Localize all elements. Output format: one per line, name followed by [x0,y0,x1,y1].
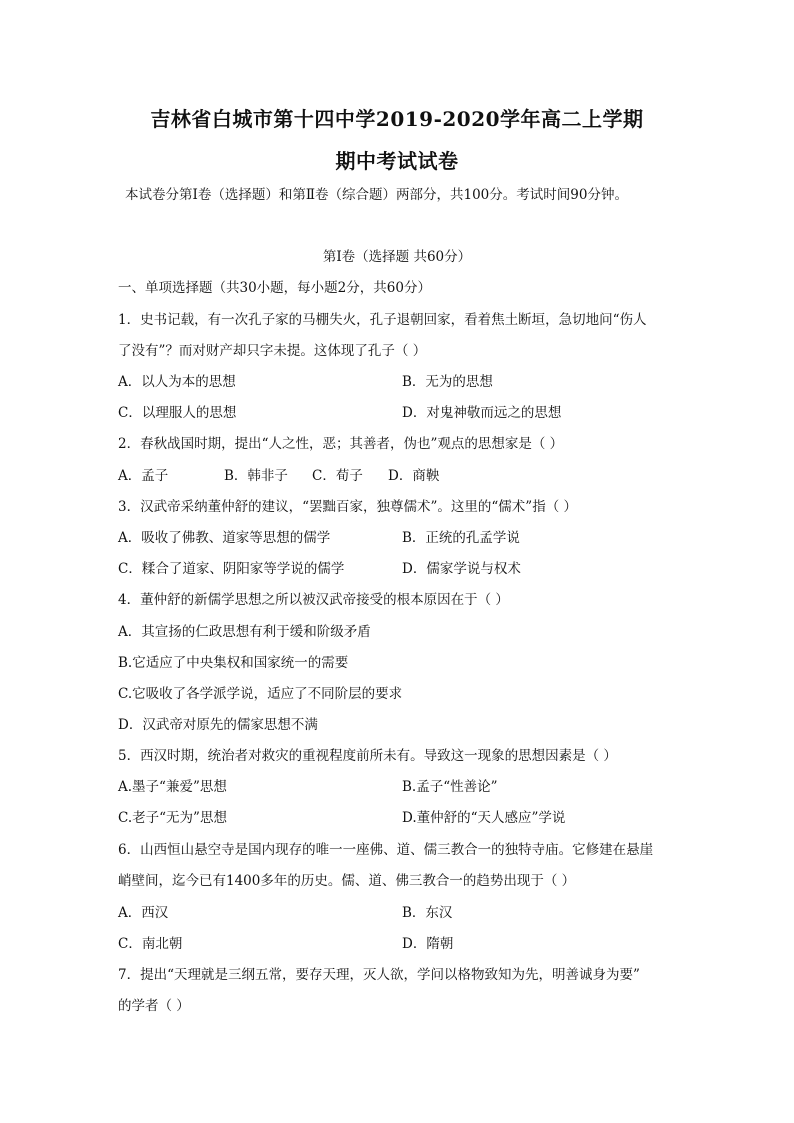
question-4-option-d: D．汉武帝对原先的儒家思想不满 [118,717,318,733]
question-3-stem: 3．汉武帝采纳董仲舒的建议，“罢黜百家，独尊儒术”。这里的“儒术”指（ ） [118,499,577,515]
question-6-option-b: B．东汉 [402,905,453,921]
question-1-stem-line2: 了没有”？而对财产却只字未提。这体现了孔子（ ） [118,343,427,359]
exam-intro: 本试卷分第Ⅰ卷（选择题）和第Ⅱ卷（综合题）两部分，共100分。考试时间90分钟。 [125,187,628,203]
question-1-option-c: C．以理服人的思想 [118,405,237,421]
question-5-option-a: A.墨子“兼爱”思想 [118,779,227,795]
question-2-option-c: C．荀子 [312,468,363,484]
question-5-option-b: B.孟子“性善论” [402,779,498,795]
question-1-option-b: B．无为的思想 [402,374,493,390]
question-6-option-a: A．西汉 [118,905,169,921]
question-3-option-d: D．儒家学说与权术 [402,561,521,577]
question-2-option-d: D．商鞅 [388,468,440,484]
exam-title-line1: 吉林省白城市第十四中学2019-2020学年高二上学期 [150,107,644,131]
question-1-option-d: D．对鬼神敬而远之的思想 [402,405,562,421]
question-4-option-c: C.它吸收了各学派学说，适应了不同阶层的要求 [118,686,403,702]
question-4-option-a: A．其宣扬的仁政思想有利于缓和阶级矛盾 [118,624,371,640]
question-6-option-c: C．南北朝 [118,936,183,952]
question-5-option-c: C.老子“无为”思想 [118,810,227,826]
question-4-stem: 4．董仲舒的新儒学思想之所以被汉武帝接受的根本原因在于（ ） [118,592,509,608]
question-5-stem: 5．西汉时期，统治者对救灾的重视程度前所未有。导致这一现象的思想因素是（ ） [118,748,617,764]
question-6-option-d: D．隋朝 [402,936,454,952]
exam-title-line2: 期中考试试卷 [335,149,459,173]
question-2-stem: 2．春秋战国时期，提出“人之性，恶；其善者，伪也”观点的思想家是（ ） [118,436,564,452]
question-1-stem-line1: 1．史书记载，有一次孔子家的马棚失火，孔子退朝回家，看着焦土断垣，急切地问“伤人 [118,312,647,328]
question-5-option-d: D.董仲舒的“天人感应”学说 [402,810,566,826]
question-7-stem-line2: 的学者（ ） [118,998,190,1014]
section-title: 第Ⅰ卷（选择题 共60分） [322,249,472,265]
question-3-option-a: A．吸收了佛教、道家等思想的儒学 [118,530,331,546]
part-heading: 一、单项选择题（共30小题，每小题2分，共60分） [118,280,431,296]
question-2-options [118,466,439,486]
question-3-option-c: C．糅合了道家、阴阳家等学说的儒学 [118,561,345,577]
question-3-option-b: B．正统的孔孟学说 [402,530,520,546]
question-1-option-a: A．以人为本的思想 [118,374,236,390]
question-6-stem-line1: 6．山西恒山悬空寺是国内现存的唯一一座佛、道、儒三教合一的独特寺庙。它修建在悬崖 [118,842,654,858]
question-2-option-a: A．孟子 [118,468,169,484]
question-4-option-b: B.它适应了中央集权和国家统一的需要 [118,655,349,671]
question-2-option-b: B．韩非子 [224,468,288,484]
question-6-stem-line2: 峭壁间，迄今已有1400多年的历史。儒、道、佛三教合一的趋势出现于（ ） [118,873,576,889]
question-7-stem-line1: 7．提出“天理就是三纲五常，要存天理，灭人欲，学问以格物致知为先，明善诚身为要” [118,967,640,983]
